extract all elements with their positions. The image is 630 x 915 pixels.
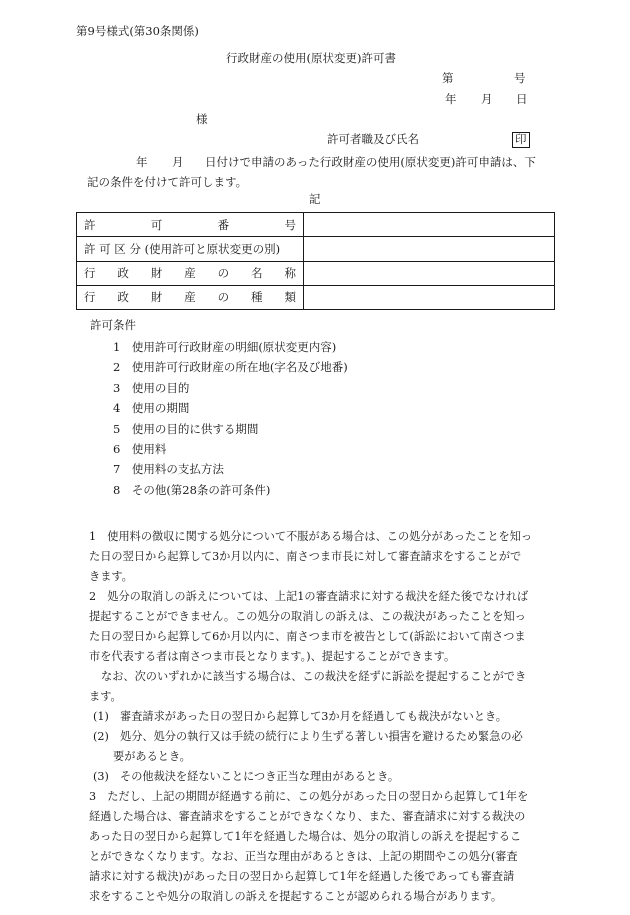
permit-info-table	[76, 212, 555, 310]
form-number: 第9号様式(第30条関係)	[76, 24, 199, 38]
note-line: (3) その他裁決を経ないことにつき正当な理由があるとき。	[93, 770, 400, 783]
note-line: とができなくなります。なお、正当な理由があるときは、上記の期間やこの処分(審査	[89, 850, 518, 863]
property-name-value[interactable]	[304, 261, 555, 285]
document-title: 行政財産の使用(原状変更)許可書	[226, 51, 396, 65]
intro-text-line2: 記の条件を付けて許可します。	[87, 175, 248, 189]
table-row	[77, 261, 555, 285]
ki-mark: 記	[309, 192, 321, 206]
date-year-label: 年	[445, 92, 457, 106]
property-type-label: 行 政 財 産 の 種 類	[77, 285, 304, 309]
list-item: 1 使用許可行政財産の明細(原状変更内容)	[113, 340, 337, 354]
note-line: た日の翌日から起算して6か月以内に、南さつま市を被告として(訴訟において南さつま	[89, 630, 526, 643]
note-line: 3 ただし、上記の期間が経過する前に、この処分があった日の翌日から起算して1年を	[89, 790, 529, 803]
seal-mark: 印	[512, 132, 530, 148]
note-line: 求をすることや処分の取消しの訴えを提起することが認められる場合があります。	[89, 890, 503, 903]
note-line: 提起することができません。この処分の取消しの訴えは、この裁決があったことを知っ	[89, 610, 526, 623]
property-name-label: 行 政 財 産 の 名 称	[77, 261, 304, 285]
intro-year: 年	[136, 155, 148, 169]
list-item: 6 使用料	[113, 442, 167, 456]
note-line: 1 使用料の徴収に関する処分について不服がある場合は、この処分があったことを知っ	[89, 530, 533, 543]
note-line: あった日の翌日から起算して1年を経過した場合は、処分の取消しの訴えを提起するこ	[89, 830, 522, 843]
intro-month: 月	[172, 155, 184, 169]
permit-number-value[interactable]	[304, 213, 555, 237]
list-item: 8 その他(第28条の許可条件)	[113, 483, 271, 497]
list-item: 2 使用許可行政財産の所在地(字名及び地番)	[113, 360, 348, 374]
note-line: 要があるとき。	[113, 750, 191, 763]
note-line: た日の翌日から起算して3か月以内に、南さつま市長に対して審査請求をすることがで	[89, 550, 522, 563]
intro-text: 日付けで申請のあった行政財産の使用(原状変更)許可申請は、下	[205, 155, 536, 169]
table-row	[77, 237, 555, 261]
note-line: なお、次のいずれかに該当する場合は、この裁決を経ずに訴訟を提起することができ	[101, 670, 527, 683]
list-item: 7 使用料の支払方法	[113, 462, 224, 476]
note-line: (1) 審査請求があった日の翌日から起算して3か月を経過しても裁決がないとき。	[93, 710, 507, 723]
conditions-title: 許可条件	[90, 318, 136, 332]
permit-number-label: 許 可 番 号	[77, 213, 304, 237]
number-prefix: 第	[442, 71, 454, 85]
permit-category-value[interactable]	[304, 237, 555, 261]
table-row	[77, 213, 555, 237]
note-line: (2) 処分、処分の執行又は手続の続行により生ずる著しい損害を避けるため緊急の必	[93, 730, 523, 743]
list-item: 3 使用の目的	[113, 381, 190, 395]
note-line: 市を代表する者は南さつま市長となります。)、提起することができます。	[89, 650, 456, 663]
permit-category-label: 許 可 区 分 (使用許可と原状変更の別)	[77, 237, 304, 261]
number-suffix: 号	[514, 71, 526, 85]
licensor-label: 許可者職及び氏名	[327, 132, 419, 146]
property-type-value[interactable]	[304, 285, 555, 309]
note-line: 請求に対する裁決)があった日の翌日から起算して1年を経過した後であっても審査請	[89, 870, 515, 883]
date-day-label: 日	[516, 92, 528, 106]
note-line: ます。	[89, 690, 122, 703]
note-line: 2 処分の取消しの訴えについては、上記1の審査請求に対する裁決を経た後でなければ	[89, 590, 529, 603]
list-item: 4 使用の期間	[113, 401, 190, 415]
list-item: 5 使用の目的に供する期間	[113, 422, 259, 436]
addressee-suffix: 様	[196, 112, 208, 126]
note-line: 経過した場合は、審査請求をすることができなくなり、また、審査請求に対する裁決の	[89, 810, 526, 823]
table-row	[77, 285, 555, 309]
date-month-label: 月	[481, 92, 493, 106]
note-line: きます。	[89, 570, 133, 583]
